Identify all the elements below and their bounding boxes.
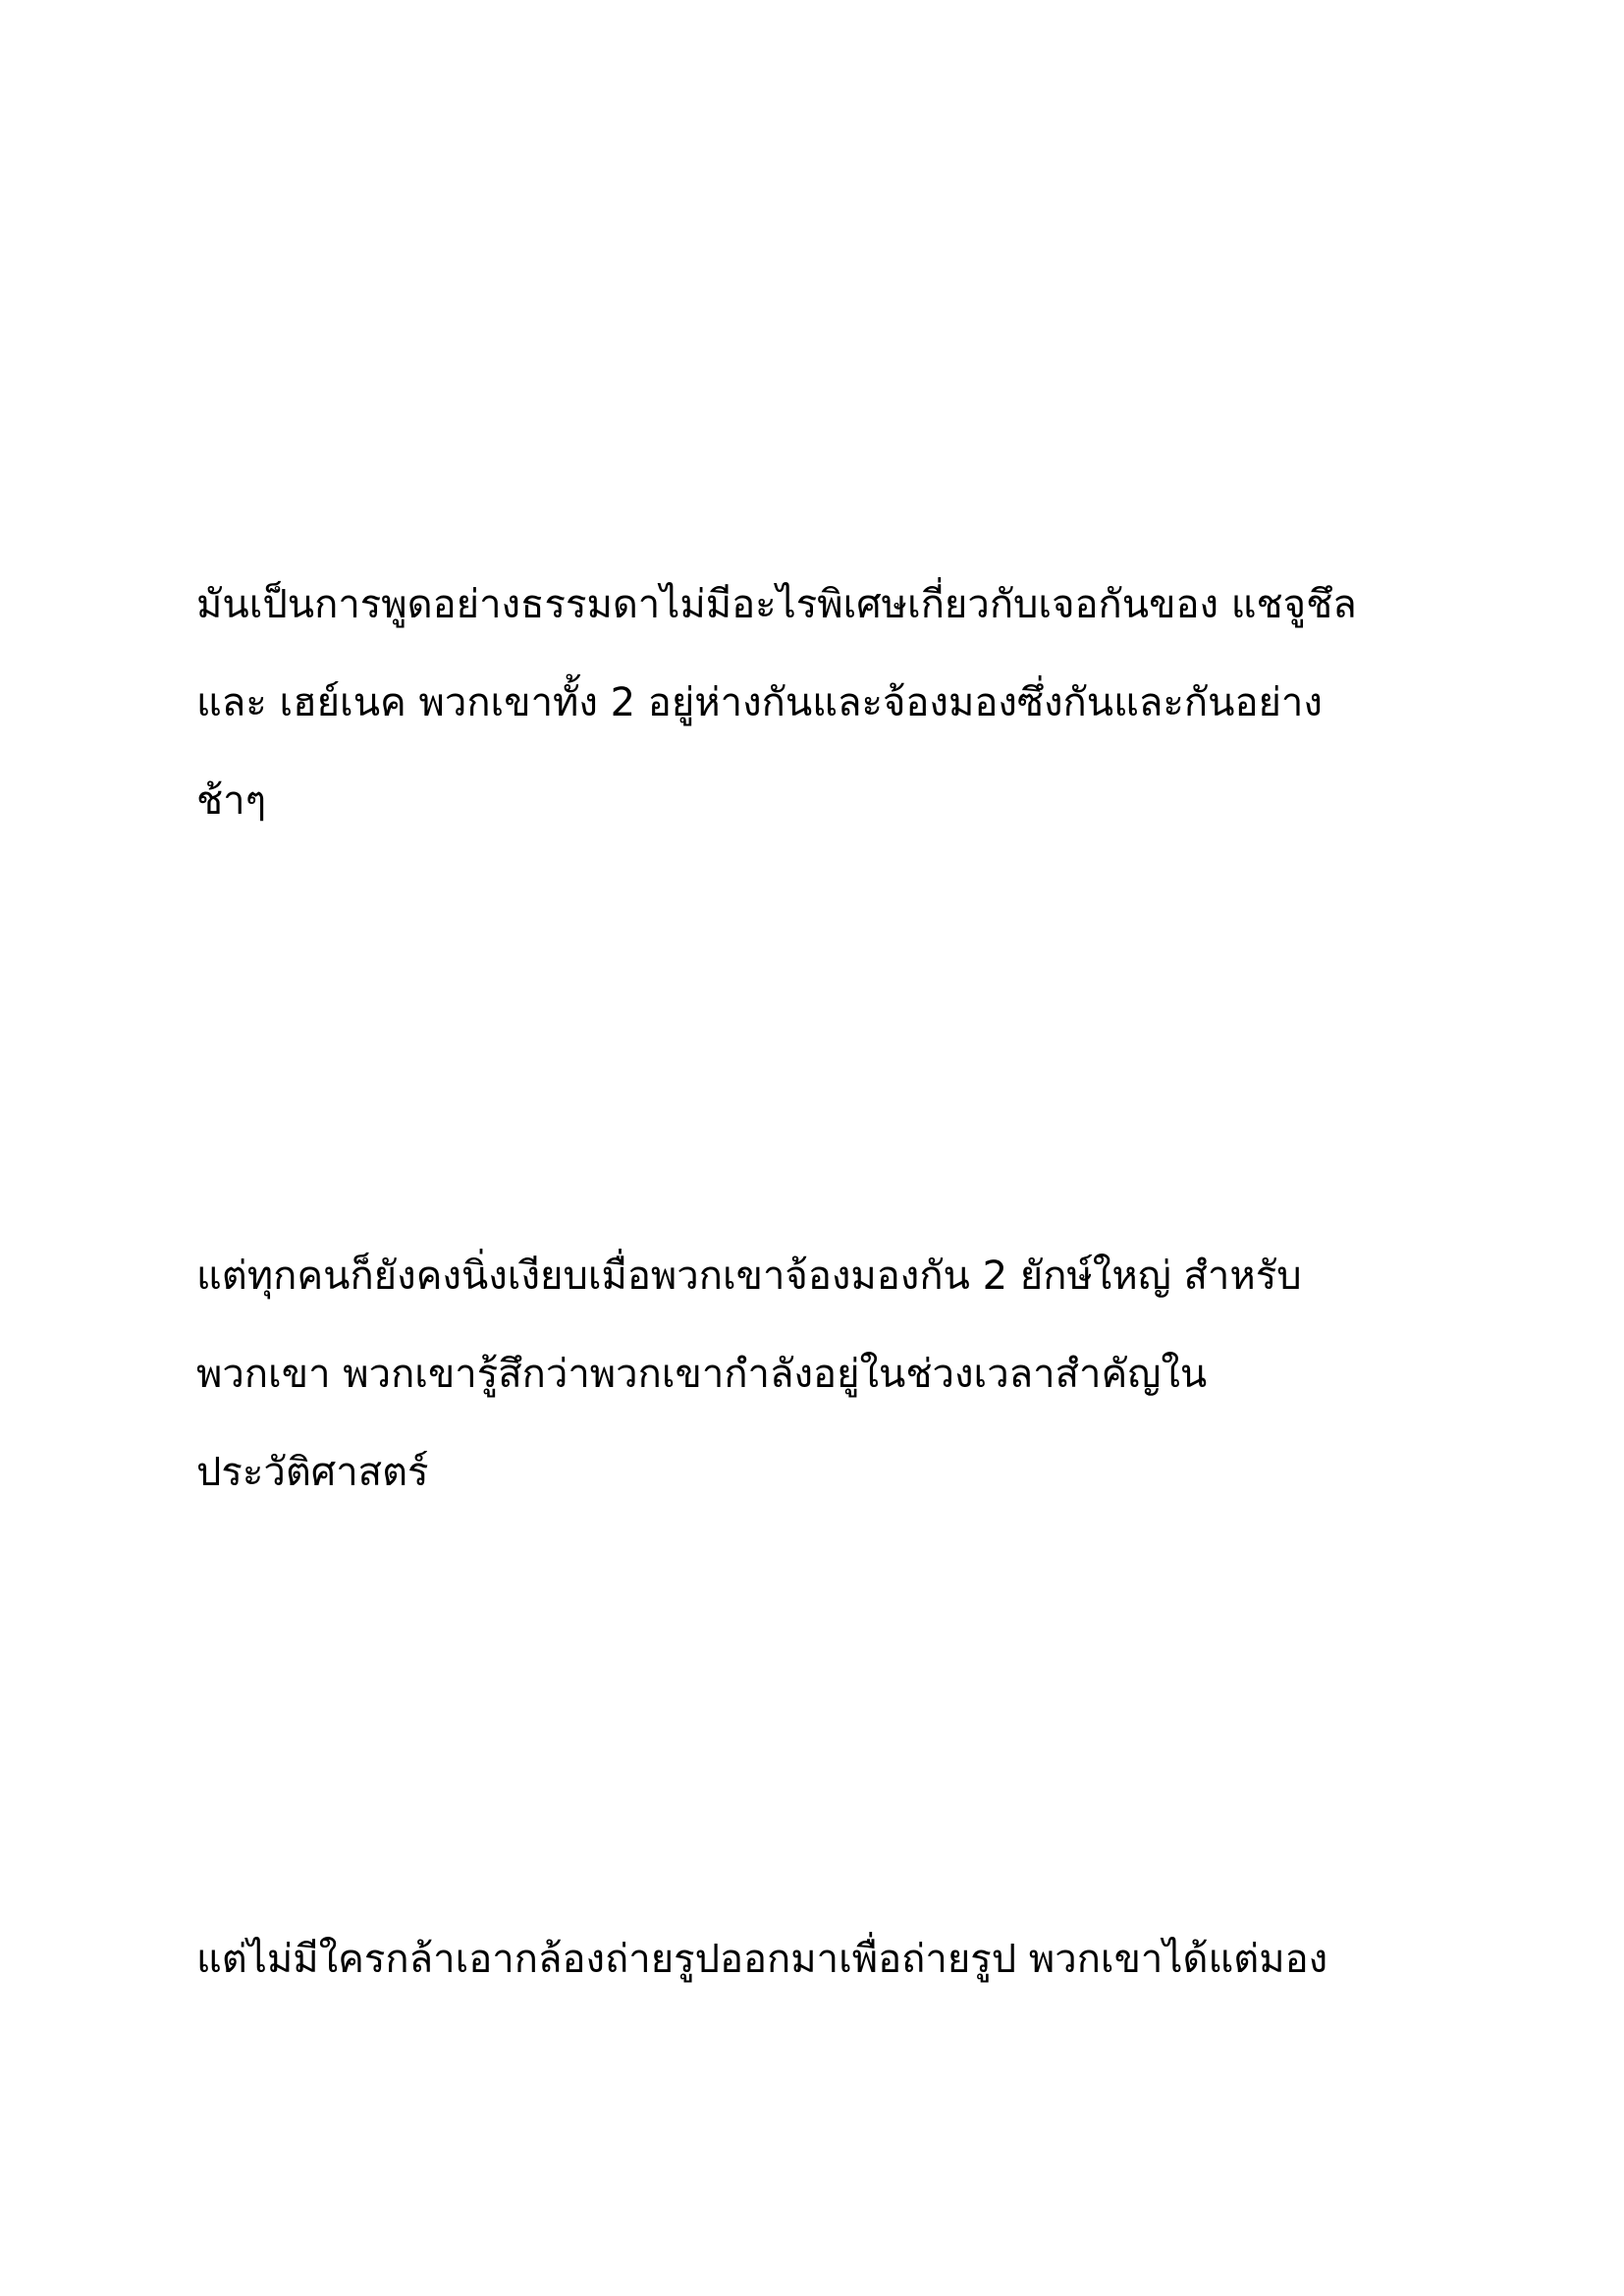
paragraph-1-line-1: มันเป็นการพูดอย่างธรรมดาไม่มีอะไรพิเศษเกี่ยวกับเจอกันของ แชจูชึล — [196, 582, 1357, 627]
paragraph-1-line-2: และ เฮย์เนค พวกเขาทั้ง 2 อยู่ห่างกันและจ้องมองซึ่งกันและกันอย่าง — [196, 680, 1323, 725]
paragraph-2-line-1: แต่ทุกคนก็ยังคงนิ่งเงียบเมื่อพวกเขาจ้องมองกัน 2 ยักษ์ใหญ่ สำหรับ — [196, 1254, 1302, 1299]
paragraph-2-line-2: พวกเขา พวกเขารู้สึกว่าพวกเขากำลังอยู่ในช่วงเวลาสำคัญใน — [196, 1352, 1208, 1397]
paragraph-1-line-3: ช้าๆ — [196, 778, 267, 824]
paragraph-2-line-3: ประวัติศาสตร์ — [196, 1450, 429, 1495]
paragraph-3-line-1: แต่ไม่มีใครกล้าเอากล้องถ่ายรูปออกมาเพื่อถ่ายรูป พวกเขาได้แต่มอง — [196, 1937, 1328, 1982]
